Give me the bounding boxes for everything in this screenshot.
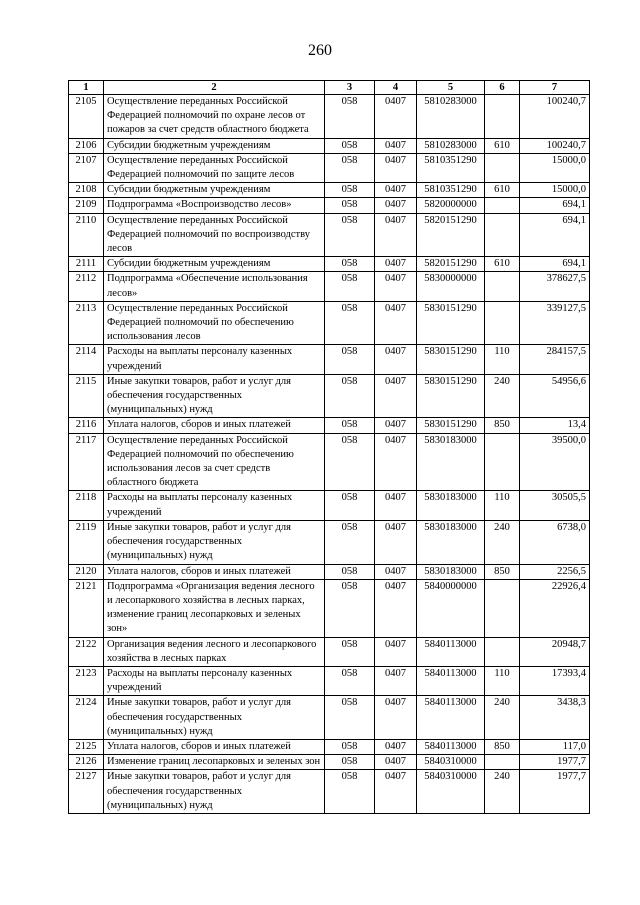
row-description: Осуществление переданных Российской Федерацией полномочий по обеспечению использования лесов за счет средств областного бюджета: [104, 433, 325, 491]
row-description: Осуществление переданных Российской Федерацией полномочий по обеспечению использования лесов: [104, 301, 325, 345]
row-expense-type: [485, 637, 520, 666]
row-expense-type: [485, 95, 520, 139]
table-row: [69, 770, 590, 814]
table-row: [69, 138, 590, 153]
row-amount: 1977,7: [520, 770, 590, 814]
row-ministry-code: 058: [325, 374, 375, 418]
row-description: Организация ведения лесного и лесопаркового хозяйства в лесных парках: [104, 637, 325, 666]
row-expense-type: [485, 153, 520, 182]
row-number: 2114: [69, 345, 104, 374]
row-expense-type: 110: [485, 666, 520, 695]
row-description: Изменение границ лесопарковых и зеленых зон: [104, 755, 325, 770]
row-expense-type: 610: [485, 138, 520, 153]
row-expense-type: [485, 579, 520, 637]
row-amount: 100240,7: [520, 138, 590, 153]
table-row: [69, 433, 590, 491]
row-ministry-code: 058: [325, 257, 375, 272]
row-amount: 694,1: [520, 213, 590, 257]
row-section-code: 0407: [375, 213, 417, 257]
row-number: 2107: [69, 153, 104, 182]
row-ministry-code: 058: [325, 95, 375, 139]
row-expense-type: 610: [485, 257, 520, 272]
row-description: Уплата налогов, сборов и иных платежей: [104, 564, 325, 579]
table-row: [69, 564, 590, 579]
row-target-article: 5840113000: [417, 696, 485, 740]
column-header: 1: [69, 81, 104, 95]
row-section-code: 0407: [375, 301, 417, 345]
row-section-code: 0407: [375, 564, 417, 579]
row-expense-type: 240: [485, 770, 520, 814]
table-header-row: [69, 81, 590, 95]
row-expense-type: [485, 301, 520, 345]
row-ministry-code: 058: [325, 153, 375, 182]
row-description: Уплата налогов, сборов и иных платежей: [104, 418, 325, 433]
row-expense-type: [485, 213, 520, 257]
row-description: Иные закупки товаров, работ и услуг для обеспечения государственных (муниципальных) нужд: [104, 696, 325, 740]
row-target-article: 5840310000: [417, 755, 485, 770]
row-ministry-code: 058: [325, 198, 375, 213]
row-section-code: 0407: [375, 637, 417, 666]
row-amount: 1977,7: [520, 755, 590, 770]
row-amount: 2256,5: [520, 564, 590, 579]
row-section-code: 0407: [375, 739, 417, 754]
row-description: Иные закупки товаров, работ и услуг для обеспечения государственных (муниципальных) нужд: [104, 374, 325, 418]
row-amount: 100240,7: [520, 95, 590, 139]
row-description: Иные закупки товаров, работ и услуг для обеспечения государственных (муниципальных) нужд: [104, 770, 325, 814]
table-row: [69, 257, 590, 272]
row-ministry-code: 058: [325, 520, 375, 564]
row-amount: 3438,3: [520, 696, 590, 740]
row-number: 2117: [69, 433, 104, 491]
table-row: [69, 579, 590, 637]
row-ministry-code: 058: [325, 770, 375, 814]
row-amount: 339127,5: [520, 301, 590, 345]
row-ministry-code: 058: [325, 579, 375, 637]
row-expense-type: [485, 433, 520, 491]
row-target-article: 5820151290: [417, 257, 485, 272]
row-description: Иные закупки товаров, работ и услуг для обеспечения государственных (муниципальных) нужд: [104, 520, 325, 564]
row-expense-type: 610: [485, 183, 520, 198]
row-amount: 378627,5: [520, 272, 590, 301]
row-number: 2115: [69, 374, 104, 418]
table-row: [69, 272, 590, 301]
row-section-code: 0407: [375, 374, 417, 418]
row-section-code: 0407: [375, 696, 417, 740]
row-amount: 39500,0: [520, 433, 590, 491]
row-expense-type: 110: [485, 345, 520, 374]
table-row: [69, 183, 590, 198]
row-ministry-code: 058: [325, 345, 375, 374]
row-section-code: 0407: [375, 345, 417, 374]
row-number: 2118: [69, 491, 104, 520]
row-target-article: 5830183000: [417, 520, 485, 564]
row-target-article: 5830151290: [417, 374, 485, 418]
table-body: [69, 95, 590, 814]
row-expense-type: [485, 755, 520, 770]
table-row: [69, 95, 590, 139]
table-row: [69, 520, 590, 564]
column-header: 3: [325, 81, 375, 95]
table-row: [69, 153, 590, 182]
row-ministry-code: 058: [325, 138, 375, 153]
row-amount: 15000,0: [520, 183, 590, 198]
row-section-code: 0407: [375, 755, 417, 770]
row-ministry-code: 058: [325, 755, 375, 770]
table-row: [69, 198, 590, 213]
table-row: [69, 739, 590, 754]
row-ministry-code: 058: [325, 433, 375, 491]
row-amount: 694,1: [520, 257, 590, 272]
table-row: [69, 755, 590, 770]
row-amount: 30505,5: [520, 491, 590, 520]
table-row: [69, 374, 590, 418]
row-number: 2105: [69, 95, 104, 139]
row-section-code: 0407: [375, 491, 417, 520]
row-section-code: 0407: [375, 520, 417, 564]
row-expense-type: 850: [485, 739, 520, 754]
row-section-code: 0407: [375, 433, 417, 491]
row-number: 2123: [69, 666, 104, 695]
row-number: 2110: [69, 213, 104, 257]
table-row: [69, 696, 590, 740]
row-number: 2125: [69, 739, 104, 754]
row-description: Расходы на выплаты персоналу казенных учреждений: [104, 666, 325, 695]
row-amount: 13,4: [520, 418, 590, 433]
table-row: [69, 418, 590, 433]
table-row: [69, 301, 590, 345]
row-number: 2106: [69, 138, 104, 153]
row-target-article: 5820000000: [417, 198, 485, 213]
column-header: 2: [104, 81, 325, 95]
row-section-code: 0407: [375, 579, 417, 637]
row-target-article: 5830183000: [417, 491, 485, 520]
row-description: Субсидии бюджетным учреждениям: [104, 183, 325, 198]
row-section-code: 0407: [375, 95, 417, 139]
row-target-article: 5840000000: [417, 579, 485, 637]
row-target-article: 5840113000: [417, 666, 485, 695]
row-ministry-code: 058: [325, 491, 375, 520]
row-number: 2127: [69, 770, 104, 814]
row-ministry-code: 058: [325, 183, 375, 198]
row-ministry-code: 058: [325, 272, 375, 301]
row-number: 2121: [69, 579, 104, 637]
table-row: [69, 213, 590, 257]
row-target-article: 5840113000: [417, 637, 485, 666]
row-expense-type: 850: [485, 564, 520, 579]
row-amount: 117,0: [520, 739, 590, 754]
row-ministry-code: 058: [325, 418, 375, 433]
row-amount: 284157,5: [520, 345, 590, 374]
row-ministry-code: 058: [325, 739, 375, 754]
row-section-code: 0407: [375, 138, 417, 153]
row-amount: 15000,0: [520, 153, 590, 182]
column-header: 7: [520, 81, 590, 95]
row-target-article: 5830151290: [417, 418, 485, 433]
row-description: Подпрограмма «Организация ведения лесного и лесопаркового хозяйства в лесных парках, изменение границ лесопарковых и зеленых зон»: [104, 579, 325, 637]
row-description: Субсидии бюджетным учреждениям: [104, 138, 325, 153]
row-section-code: 0407: [375, 666, 417, 695]
row-target-article: 5810351290: [417, 153, 485, 182]
row-ministry-code: 058: [325, 301, 375, 345]
row-expense-type: [485, 198, 520, 213]
row-description: Субсидии бюджетным учреждениям: [104, 257, 325, 272]
column-header: 4: [375, 81, 417, 95]
row-ministry-code: 058: [325, 696, 375, 740]
row-target-article: 5810351290: [417, 183, 485, 198]
row-number: 2116: [69, 418, 104, 433]
column-header: 6: [485, 81, 520, 95]
row-expense-type: 110: [485, 491, 520, 520]
row-expense-type: 850: [485, 418, 520, 433]
row-target-article: 5840113000: [417, 739, 485, 754]
row-number: 2124: [69, 696, 104, 740]
row-section-code: 0407: [375, 183, 417, 198]
row-section-code: 0407: [375, 257, 417, 272]
row-section-code: 0407: [375, 153, 417, 182]
row-target-article: 5830183000: [417, 564, 485, 579]
row-description: Подпрограмма «Обеспечение использования лесов»: [104, 272, 325, 301]
row-section-code: 0407: [375, 272, 417, 301]
row-ministry-code: 058: [325, 637, 375, 666]
row-target-article: 5840310000: [417, 770, 485, 814]
row-amount: 6738,0: [520, 520, 590, 564]
row-amount: 17393,4: [520, 666, 590, 695]
row-amount: 54956,6: [520, 374, 590, 418]
row-target-article: 5830151290: [417, 345, 485, 374]
row-expense-type: [485, 272, 520, 301]
row-number: 2113: [69, 301, 104, 345]
row-description: Осуществление переданных Российской Федерацией полномочий по охране лесов от пожаров за счет средств областного бюджета: [104, 95, 325, 139]
page-number: 260: [308, 42, 332, 59]
row-number: 2120: [69, 564, 104, 579]
row-expense-type: 240: [485, 696, 520, 740]
row-number: 2112: [69, 272, 104, 301]
row-expense-type: 240: [485, 520, 520, 564]
table-row: [69, 666, 590, 695]
row-number: 2111: [69, 257, 104, 272]
row-amount: 20948,7: [520, 637, 590, 666]
row-description: Расходы на выплаты персоналу казенных учреждений: [104, 345, 325, 374]
row-number: 2122: [69, 637, 104, 666]
row-section-code: 0407: [375, 198, 417, 213]
row-target-article: 5820151290: [417, 213, 485, 257]
row-amount: 694,1: [520, 198, 590, 213]
row-target-article: 5810283000: [417, 95, 485, 139]
row-description: Уплата налогов, сборов и иных платежей: [104, 739, 325, 754]
row-description: Подпрограмма «Воспроизводство лесов»: [104, 198, 325, 213]
row-description: Расходы на выплаты персоналу казенных учреждений: [104, 491, 325, 520]
row-section-code: 0407: [375, 418, 417, 433]
table-row: [69, 491, 590, 520]
column-header: 5: [417, 81, 485, 95]
row-target-article: 5830151290: [417, 301, 485, 345]
row-number: 2108: [69, 183, 104, 198]
row-description: Осуществление переданных Российской Федерацией полномочий по защите лесов: [104, 153, 325, 182]
row-number: 2126: [69, 755, 104, 770]
row-target-article: 5830000000: [417, 272, 485, 301]
table-row: [69, 637, 590, 666]
budget-table: [68, 80, 590, 814]
row-target-article: 5810283000: [417, 138, 485, 153]
row-section-code: 0407: [375, 770, 417, 814]
row-amount: 22926,4: [520, 579, 590, 637]
row-expense-type: 240: [485, 374, 520, 418]
row-target-article: 5830183000: [417, 433, 485, 491]
table-row: [69, 345, 590, 374]
row-description: Осуществление переданных Российской Федерацией полномочий по воспроизводству лесов: [104, 213, 325, 257]
row-ministry-code: 058: [325, 213, 375, 257]
row-ministry-code: 058: [325, 564, 375, 579]
row-number: 2109: [69, 198, 104, 213]
row-ministry-code: 058: [325, 666, 375, 695]
row-number: 2119: [69, 520, 104, 564]
